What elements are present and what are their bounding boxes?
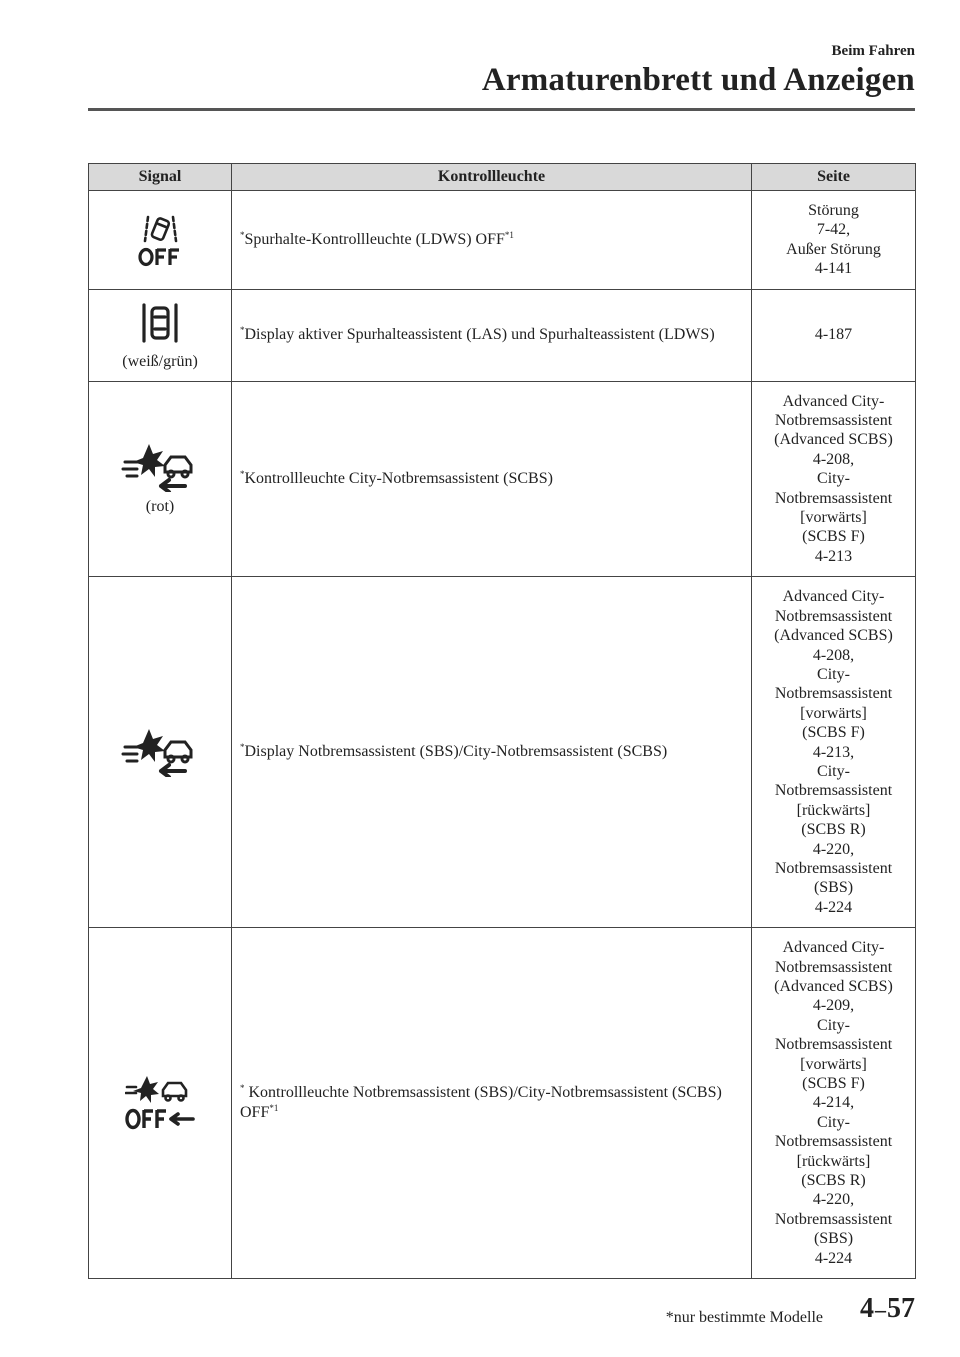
page-ref-line: Notbremsassistent bbox=[774, 859, 893, 877]
description-cell bbox=[232, 577, 752, 928]
lane-departure-off-icon bbox=[137, 213, 183, 267]
page-header bbox=[482, 42, 915, 100]
description-text: Kontrollleuchte Notbremsassistent (SBS)/City-Notbremsassistent (SCBS) OFF bbox=[240, 1084, 722, 1122]
table-row bbox=[89, 928, 916, 1279]
chapter-title: Armaturenbrett und Anzeigen bbox=[481, 62, 915, 98]
page-ref-line: City- bbox=[817, 1113, 850, 1131]
description-text: Display Notbremsassistent (SBS)/City-Notbremsassistent (SCBS) bbox=[244, 743, 668, 761]
brake-assist-off-icon bbox=[125, 1075, 195, 1131]
page-ref-line: Störung bbox=[808, 202, 859, 219]
page-ref-line: 4-141 bbox=[814, 260, 853, 278]
page-ref-line: (SCBS R) bbox=[801, 821, 866, 839]
page-ref-line: (SCBS R) bbox=[801, 1172, 866, 1190]
page-ref-line: (Advanced SCBS) bbox=[774, 978, 893, 995]
chapter-number: 4 bbox=[860, 1293, 874, 1324]
model-star: * bbox=[240, 325, 245, 336]
page-ref-line: 4-208, bbox=[812, 450, 855, 468]
page-ref-line: Notbremsassistent bbox=[774, 958, 893, 976]
page-ref-line: (SCBS F) bbox=[802, 528, 865, 546]
page-ref-cell bbox=[752, 928, 916, 1279]
page-ref-line: 4-213, bbox=[812, 743, 855, 761]
page-ref-line: Notbremsassistent bbox=[774, 685, 893, 703]
page-ref-line: Advanced City- bbox=[782, 392, 885, 410]
page-ref-line: City- bbox=[817, 762, 850, 780]
table-row bbox=[89, 191, 916, 290]
page-number-value: 57 bbox=[887, 1293, 915, 1324]
model-star: * bbox=[240, 468, 245, 479]
signal-table bbox=[88, 163, 916, 1279]
page-ref-line: 4-214, bbox=[812, 1094, 855, 1112]
model-star: * bbox=[240, 742, 245, 753]
table-row bbox=[89, 577, 916, 928]
page-ref-line: 4-209, bbox=[812, 997, 855, 1015]
page-ref-line: Notbremsassistent bbox=[774, 1036, 893, 1054]
page-ref-line: [rückwärts] bbox=[796, 1152, 871, 1170]
page-ref-line: Notbremsassistent bbox=[774, 1210, 893, 1228]
page-separator: – bbox=[875, 1297, 886, 1322]
page-number bbox=[860, 1293, 915, 1325]
description-text: Display aktiver Spurhalteassistent (LAS) und Spurhalteassistent (LDWS) bbox=[244, 326, 715, 344]
page-ref-line: 4-224 bbox=[814, 898, 853, 916]
page-ref-line: [vorwärts] bbox=[800, 704, 867, 722]
page-ref-line: Notbremsassistent bbox=[774, 607, 893, 625]
footnote-ref: *1 bbox=[269, 1103, 279, 1114]
page-ref-line: City- bbox=[817, 665, 850, 683]
page-ref-line: Notbremsassistent bbox=[774, 489, 893, 507]
city-brake-assist-icon bbox=[121, 442, 199, 492]
signal-cell bbox=[89, 191, 232, 290]
column-header-description: Kontrollleuchte bbox=[232, 164, 752, 191]
page-ref-line: [vorwärts] bbox=[800, 509, 867, 527]
page-ref-line: Advanced City- bbox=[782, 939, 885, 957]
page-ref-line: Advanced City- bbox=[782, 588, 885, 606]
lane-keep-assist-icon bbox=[137, 299, 183, 347]
table-header-row bbox=[89, 164, 916, 191]
color-note: (rot) bbox=[145, 497, 175, 515]
page-ref-line: 4-224 bbox=[814, 1249, 853, 1267]
description-text: Spurhalte-Kontrollleuchte (LDWS) OFF bbox=[244, 230, 505, 248]
page-ref-line: Außer Störung bbox=[786, 240, 881, 258]
page-ref-line: [vorwärts] bbox=[800, 1055, 867, 1073]
footnote-ref: *1 bbox=[504, 229, 514, 240]
model-star: * bbox=[240, 229, 245, 240]
page-ref-line: Notbremsassistent bbox=[774, 782, 893, 800]
page-ref-line: [rückwärts] bbox=[796, 801, 871, 819]
page-ref-line: (SBS) bbox=[813, 1230, 854, 1248]
page-ref-line: 4-220, bbox=[812, 1191, 855, 1209]
column-header-signal: Signal bbox=[89, 164, 232, 191]
page-ref-line: 7-42, bbox=[816, 221, 851, 239]
table-row bbox=[89, 289, 916, 381]
signal-cell bbox=[89, 381, 232, 577]
page-ref-line: 4-213 bbox=[814, 547, 853, 565]
description-text: Kontrollleuchte City-Notbremsassistent (SCBS) bbox=[244, 469, 553, 487]
column-header-page: Seite bbox=[752, 164, 916, 191]
description-cell bbox=[232, 381, 752, 577]
description-cell bbox=[232, 928, 752, 1279]
header-rule bbox=[88, 108, 915, 111]
signal-cell bbox=[89, 289, 232, 381]
footnote: *nur bestimmte Modelle bbox=[665, 1309, 823, 1326]
page-ref-line: 4-220, bbox=[812, 840, 855, 858]
page-ref-cell bbox=[752, 577, 916, 928]
description-cell bbox=[232, 191, 752, 290]
page-ref-line: City- bbox=[817, 470, 850, 488]
page-ref-line: (SCBS F) bbox=[802, 724, 865, 742]
page-ref-line: Notbremsassistent bbox=[774, 412, 893, 430]
brake-assist-display-icon bbox=[121, 727, 199, 777]
page-ref-line: 4-187 bbox=[814, 326, 853, 344]
page-ref-cell bbox=[752, 289, 916, 381]
page-ref-line: (SBS) bbox=[813, 879, 854, 897]
section-title: Beim Fahren bbox=[831, 43, 915, 59]
color-note: (weiß/grün) bbox=[122, 353, 198, 371]
page-ref-line: (Advanced SCBS) bbox=[774, 627, 893, 645]
signal-cell bbox=[89, 577, 232, 928]
description-cell bbox=[232, 289, 752, 381]
model-star: * bbox=[240, 1083, 245, 1094]
page-ref-line: (SCBS F) bbox=[802, 1075, 865, 1093]
signal-cell bbox=[89, 928, 232, 1279]
page-ref-cell bbox=[752, 381, 916, 577]
page-ref-line: (Advanced SCBS) bbox=[774, 431, 893, 449]
page-ref-line: 4-208, bbox=[812, 646, 855, 664]
page-ref-cell bbox=[752, 191, 916, 290]
page-ref-line: City- bbox=[817, 1016, 850, 1034]
table-row bbox=[89, 381, 916, 577]
page-ref-line: Notbremsassistent bbox=[774, 1133, 893, 1151]
